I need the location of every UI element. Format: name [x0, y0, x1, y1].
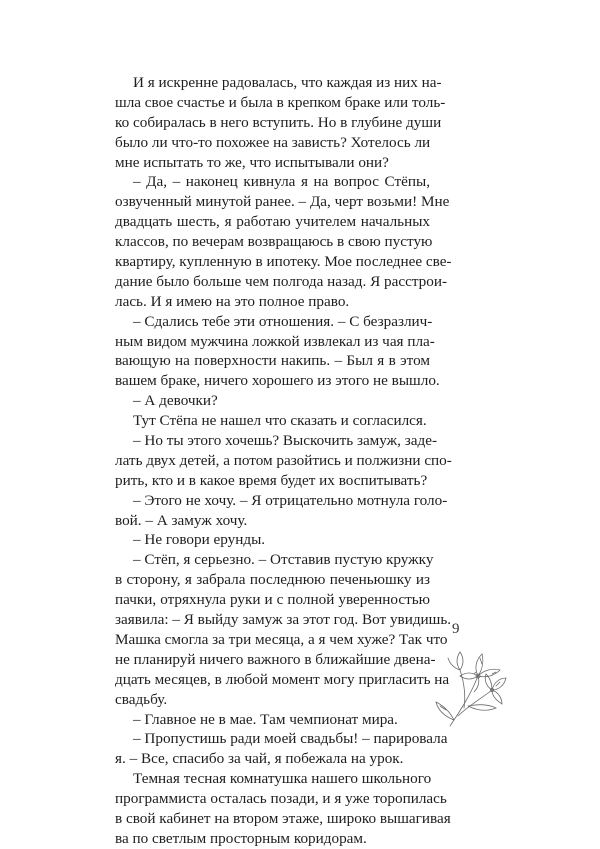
text-line: я. – Все, спасибо за чай, я побежала на урок. [115, 750, 404, 768]
text-line: – Главное не в мае. Там чемпионат мира. [133, 710, 398, 728]
text-line: мне испытать то же, что испытывали они? [115, 153, 389, 171]
body-text [115, 73, 452, 849]
text-line: – Не говори ерунды. [133, 531, 266, 549]
text-line: Машка смогла за три месяца, а я чем хуже? Так что [115, 630, 448, 648]
text-line: ва по светлым просторным коридорам. [115, 829, 367, 847]
text-line: в свой кабинет на втором этаже, широко вышагивая [115, 809, 451, 827]
text-line: вой. – А замуж хочу. [115, 511, 248, 529]
text-line: И я искренне радовалась, что каждая из них на- [133, 74, 442, 91]
flower-illustration-icon [430, 646, 508, 730]
text-line: не планируй ничего важного в ближайшие двена- [115, 650, 436, 668]
text-line: в сторону, я забрала последнюю печеньюшку из [115, 571, 430, 589]
text-line: – Стёп, я серьезно. – Отставив пустую кружку [133, 551, 434, 569]
page-number: 9 [452, 621, 460, 637]
text-line: лась. И я имею на это полное право. [115, 292, 350, 310]
text-line: лать двух детей, а потом разойтись и полжизни спо- [115, 451, 452, 469]
text-line: шла свое счастье и была в крепком браке или толь- [115, 93, 446, 111]
text-line: – Сдались тебе эти отношения. – С безразлич- [133, 312, 433, 330]
text-line: было ли что-то похожее на зависть? Хотелось ли [115, 133, 431, 151]
text-line: программиста осталась позади, и я уже торопилась [115, 790, 447, 808]
text-line: рить, кто и в какое время будет их воспитывать? [115, 471, 428, 489]
text-line: – Пропустишь ради моей свадьбы! – парировала [133, 730, 448, 748]
text-line: вашем браке, ничего хорошего из этого не вышло. [115, 372, 440, 390]
text-line: – Но ты этого хочешь? Выскочить замуж, заде- [133, 432, 438, 450]
text-line: – А девочки? [133, 392, 218, 410]
text-line: двадцать шесть, я работаю учителем начальных [115, 213, 430, 231]
text-line: свадьбу. [115, 690, 168, 708]
text-line: Тут Стёпа не нашел что сказать и согласился. [133, 412, 427, 430]
text-line: – Да, – наконец кивнула я на вопрос Стёпы, [133, 173, 430, 191]
text-line: дцать месяцев, в любой момент могу пригласить на [115, 670, 450, 688]
text-line: квартиру, купленную в ипотеку. Мое последнее све- [115, 253, 452, 271]
text-line: ным видом мужчина ложкой извлекал из чая пла- [115, 332, 435, 350]
text-line: ко собиралась в него вступить. Но в глубине души [115, 113, 442, 131]
text-line: вающую на поверхности накипь. – Был я в этом [115, 352, 430, 370]
text-line: классов, по вечерам возвращаюсь в свою пустую [115, 233, 433, 251]
text-line: озвученный минутой ранее. – Да, черт возьми! Мне [115, 193, 450, 211]
text-line: Темная тесная комнатушка нашего школьного [133, 770, 432, 788]
text-line: – Этого не хочу. – Я отрицательно мотнула голо- [133, 491, 448, 509]
text-line: заявила: – Я выйду замуж за этот год. Вот увидишь. [115, 611, 452, 629]
text-line: пачки, отряхнула руки и с полной уверенностью [115, 591, 430, 609]
text-line: дание было больше чем полгода назад. Я расстрои- [115, 272, 448, 290]
